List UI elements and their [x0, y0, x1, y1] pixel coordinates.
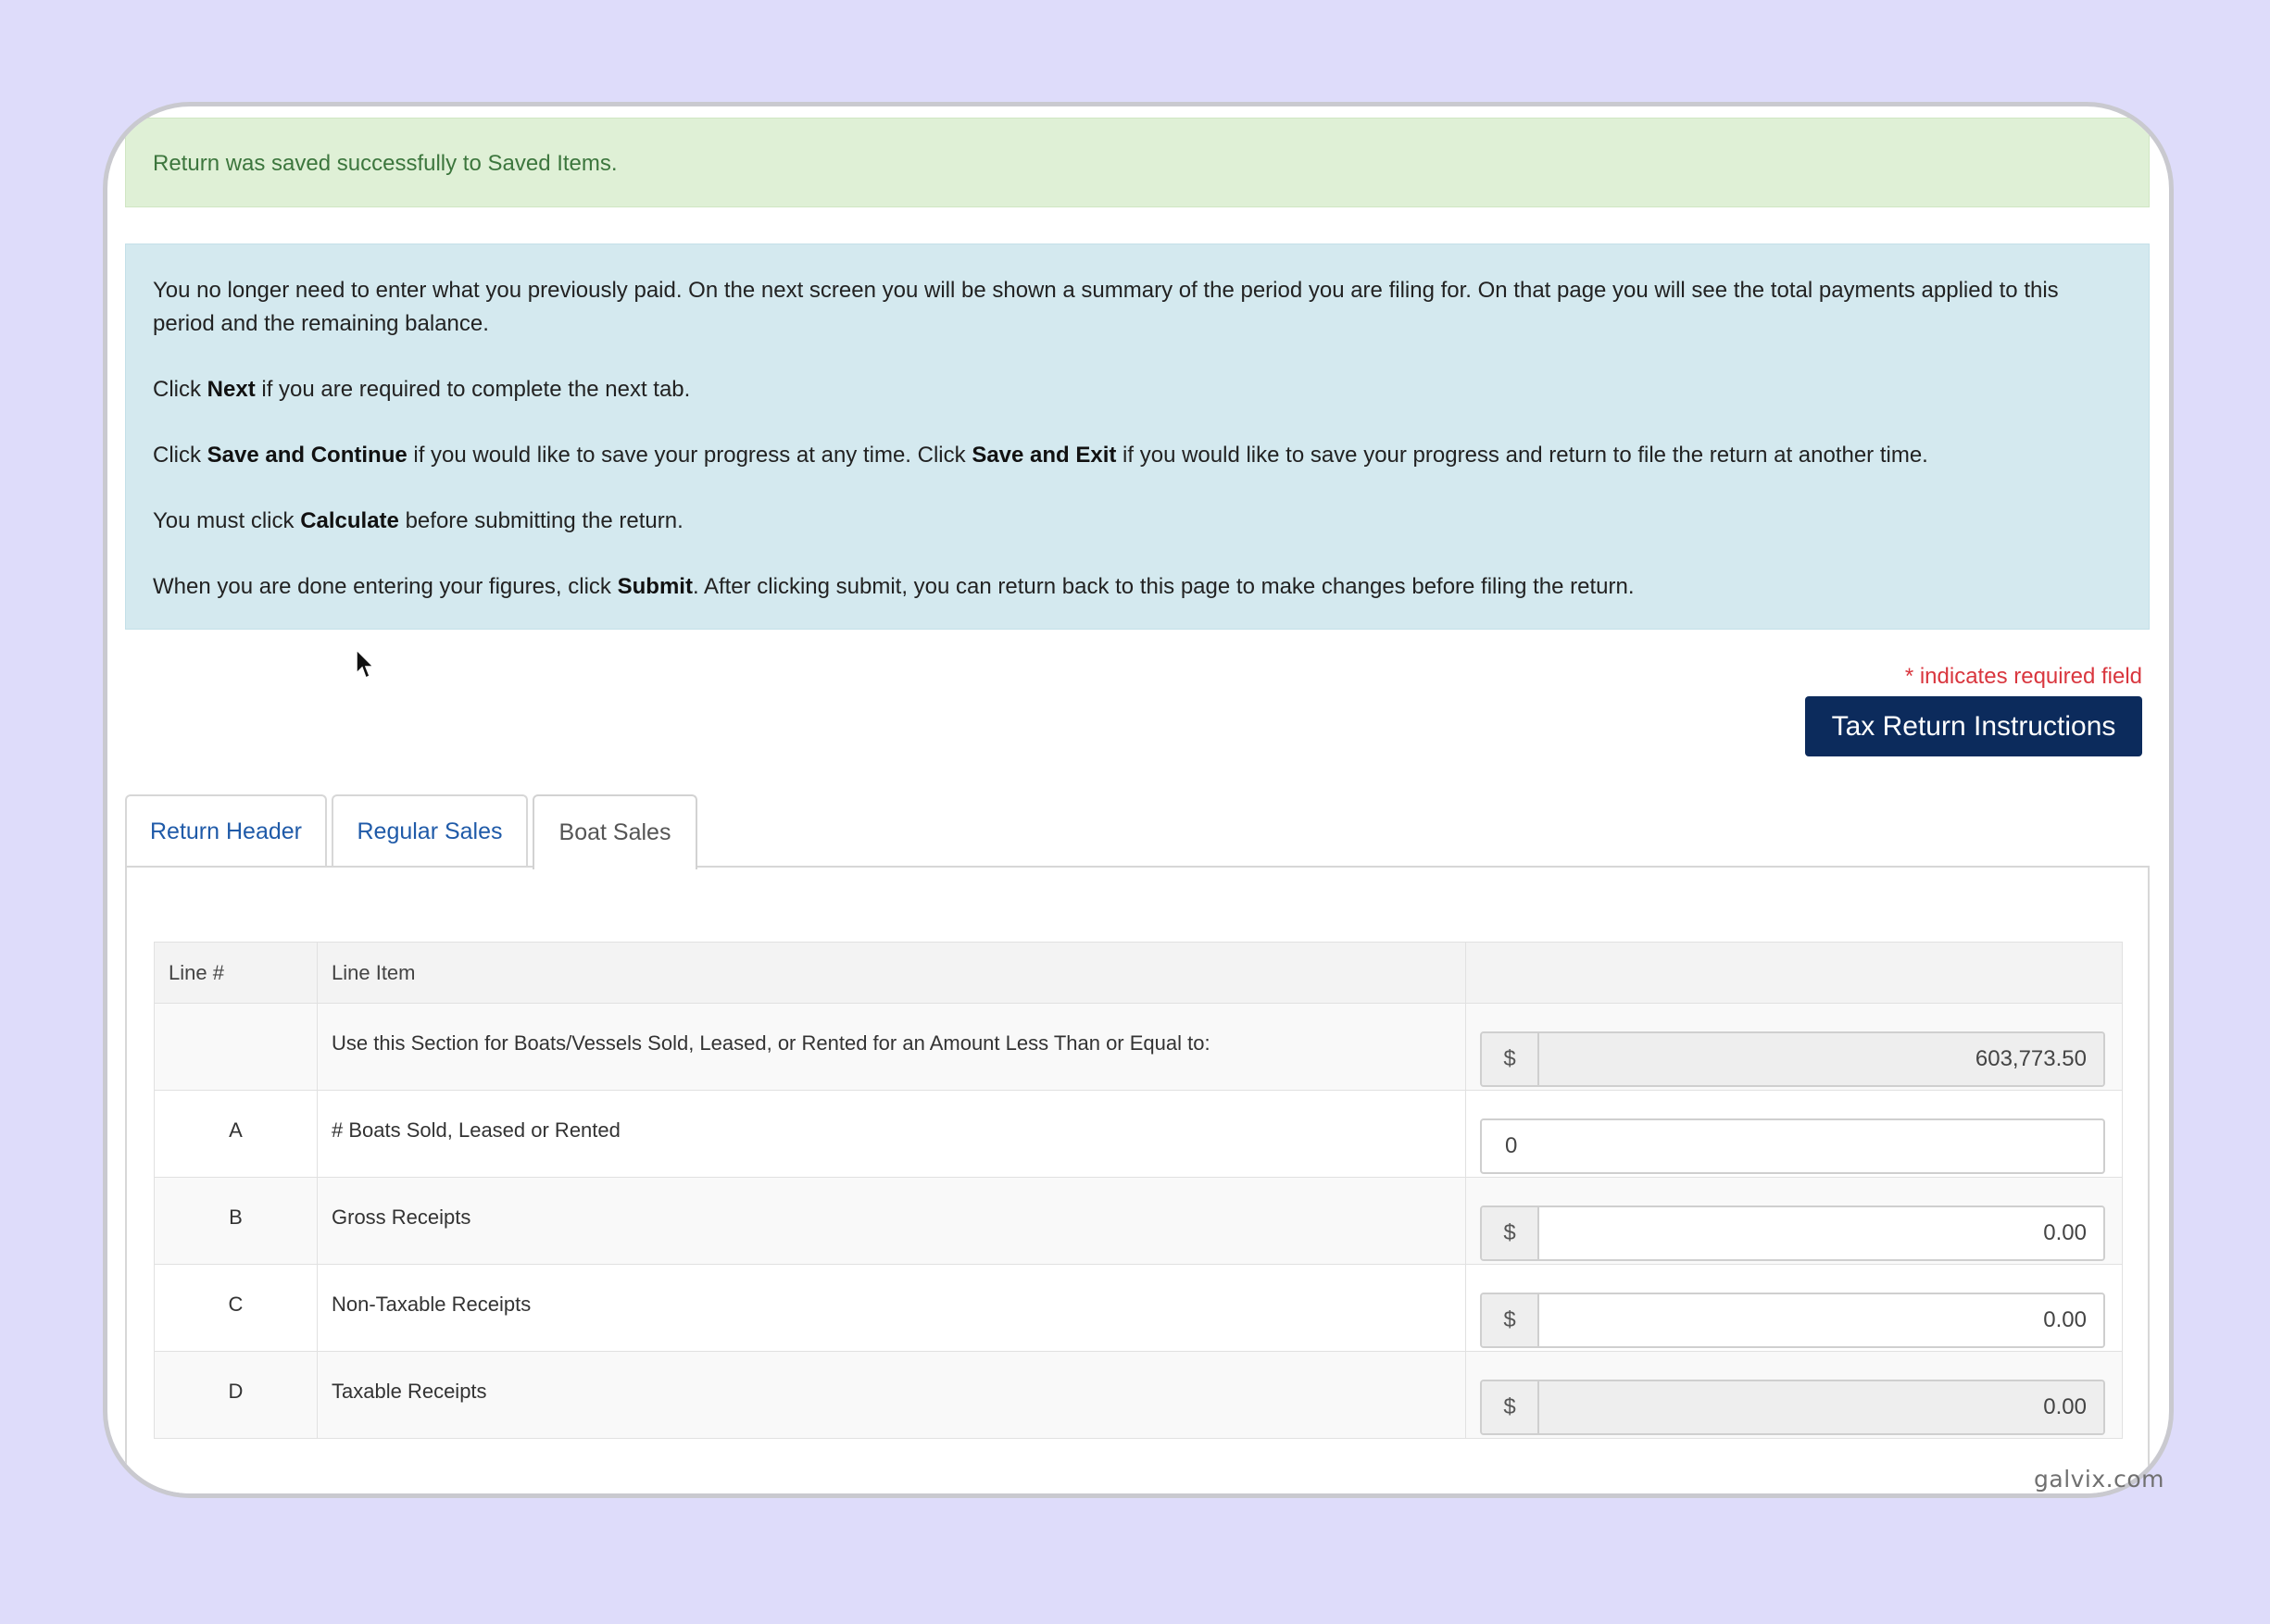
- boats-count-input[interactable]: 0: [1480, 1118, 2105, 1174]
- dollar-addon: $: [1482, 1033, 1539, 1085]
- watermark: galvix.com: [2034, 1466, 2165, 1493]
- taxable-receipts-field: [1480, 1380, 2105, 1435]
- value-cell: [1466, 1004, 2123, 1091]
- success-message: Return was saved successfully to Saved Items.: [153, 151, 618, 176]
- info-bold: Save and Exit: [972, 443, 1117, 468]
- line-item-label: Gross Receipts: [318, 1178, 1466, 1265]
- header-line-number: Line #: [155, 943, 318, 1004]
- tax-return-instructions-button[interactable]: Tax Return Instructions: [1805, 696, 2142, 756]
- table-row: [155, 1091, 2123, 1178]
- line-items-table: [154, 942, 2123, 1439]
- line-item-label: Non-Taxable Receipts: [318, 1265, 1466, 1352]
- line-number: D: [155, 1352, 318, 1439]
- table-header-row: [155, 943, 2123, 1004]
- header-value: [1466, 943, 2123, 1004]
- info-bold: Submit: [617, 574, 693, 599]
- boat-sales-panel: [125, 866, 2150, 1498]
- threshold-amount-field: [1480, 1031, 2105, 1087]
- info-bold: Save and Continue: [207, 443, 408, 468]
- line-number: C: [155, 1265, 318, 1352]
- line-number: B: [155, 1178, 318, 1265]
- info-text: before submitting the return.: [398, 508, 684, 533]
- non-taxable-receipts-field: [1480, 1293, 2105, 1348]
- info-text: if you would like to save your progress at any time. Click: [407, 443, 972, 468]
- tab-regular-sales[interactable]: Regular Sales: [332, 794, 528, 868]
- info-text: You no longer need to enter what you previously paid. On the next screen you will be shown a summary of the period you are filing for. On that page you will see the total payments applied to this period and the remaining balance.: [153, 278, 2059, 336]
- gross-receipts-input[interactable]: 0.00: [1539, 1207, 2103, 1259]
- info-bold: Calculate: [300, 508, 399, 533]
- table-row: [155, 1004, 2123, 1091]
- app-window: [103, 102, 2174, 1498]
- dollar-addon: $: [1482, 1381, 1539, 1433]
- info-text: . After clicking submit, you can return back to this page to make changes before filing the return.: [692, 574, 1635, 599]
- success-alert: [125, 118, 2150, 207]
- value-cell: [1466, 1178, 2123, 1265]
- tab-return-header[interactable]: Return Header: [125, 794, 327, 868]
- tab-boat-sales[interactable]: Boat Sales: [533, 794, 697, 869]
- value-cell: [1466, 1265, 2123, 1352]
- info-paragraph-5: [153, 570, 2122, 604]
- line-number: [155, 1004, 318, 1091]
- info-paragraph-2: [153, 373, 2122, 406]
- line-item-label: Taxable Receipts: [318, 1352, 1466, 1439]
- value-cell: [1466, 1091, 2123, 1178]
- non-taxable-receipts-input[interactable]: 0.00: [1539, 1294, 2103, 1346]
- info-paragraph-1: [153, 274, 2122, 341]
- table-row: [155, 1352, 2123, 1439]
- line-number: A: [155, 1091, 318, 1178]
- required-field-note: * indicates required field: [1904, 664, 2142, 689]
- table-row: [155, 1178, 2123, 1265]
- info-text: Click: [153, 443, 207, 468]
- info-text: You must click: [153, 508, 301, 533]
- info-text: if you are required to complete the next tab.: [255, 377, 691, 402]
- info-text: When you are done entering your figures, click: [153, 574, 618, 599]
- info-text: Click: [153, 377, 207, 402]
- dollar-addon: $: [1482, 1294, 1539, 1346]
- info-bold: Next: [207, 377, 256, 402]
- info-paragraph-3: [153, 439, 2122, 472]
- info-paragraph-4: [153, 505, 2122, 538]
- mouse-cursor-icon: [356, 649, 376, 681]
- line-item-label: Use this Section for Boats/Vessels Sold, Leased, or Rented for an Amount Less Than or Equal to:: [318, 1004, 1466, 1091]
- table-row: [155, 1265, 2123, 1352]
- info-text: if you would like to save your progress and return to file the return at another time.: [1116, 443, 1928, 468]
- tab-bar: [125, 794, 702, 868]
- threshold-amount-value: 603,773.50: [1539, 1033, 2103, 1085]
- dollar-addon: $: [1482, 1207, 1539, 1259]
- line-item-label: # Boats Sold, Leased or Rented: [318, 1091, 1466, 1178]
- gross-receipts-field: [1480, 1206, 2105, 1261]
- taxable-receipts-value: 0.00: [1539, 1381, 2103, 1433]
- header-line-item: Line Item: [318, 943, 1466, 1004]
- info-alert: [125, 244, 2150, 630]
- value-cell: [1466, 1352, 2123, 1439]
